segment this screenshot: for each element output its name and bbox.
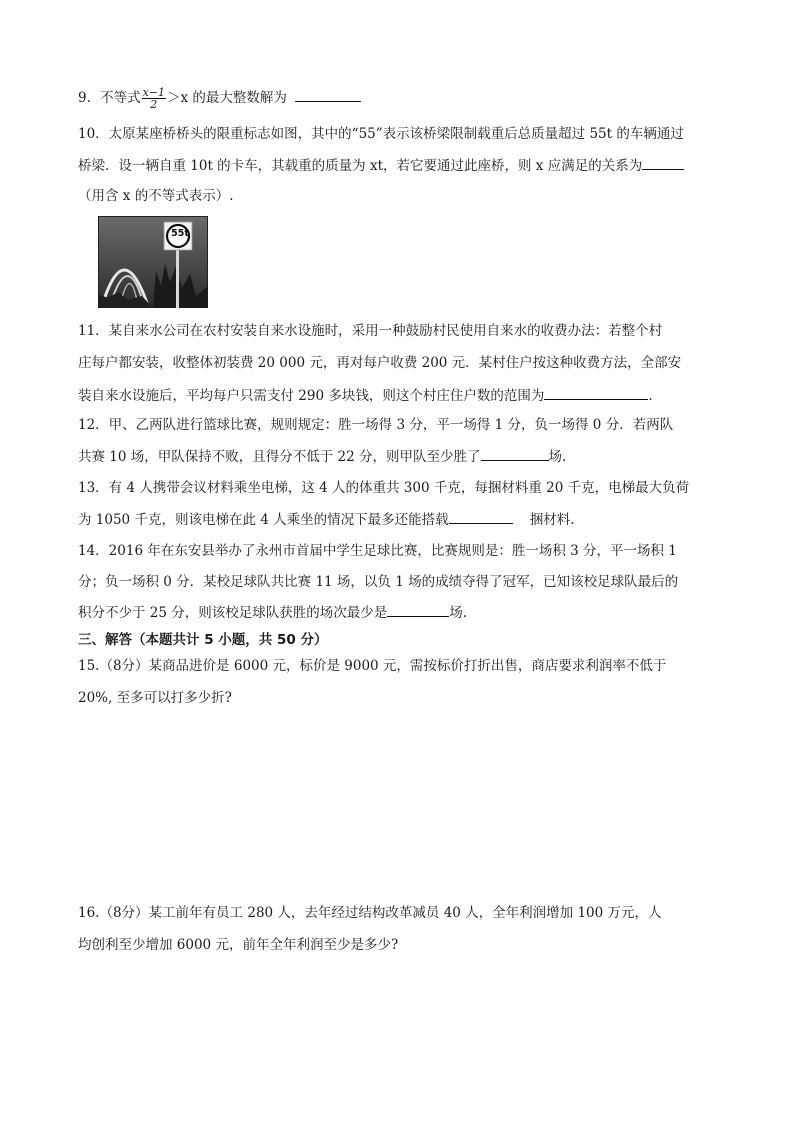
q13-line-2-text: 为 1050 千克，则该电梯在此 4 人乘坐的情况下最多还能搭载 <box>78 512 449 528</box>
q14-line-3-end: 场. <box>449 605 468 621</box>
sign-label: 55t <box>171 228 189 239</box>
q13-answer-blank[interactable] <box>449 509 513 524</box>
q9-answer-blank[interactable] <box>295 87 361 102</box>
q11-answer-blank[interactable] <box>544 385 648 400</box>
q12-line-2 <box>78 446 566 467</box>
q12-line-2-text: 共赛 10 场，甲队保持不败，且得分不低于 22 分，则甲队至少胜了 <box>78 449 481 465</box>
q11-line-3-end: . <box>648 388 653 404</box>
question-9 <box>78 87 361 110</box>
q9-prefix: 9．不等式 <box>78 90 141 106</box>
q14-answer-blank[interactable] <box>387 602 449 617</box>
section-3-heading: 三、解答（本题共计 5 小题，共 50 分） <box>78 632 328 648</box>
q15-line-2: 20%, 至多可以打多少折? <box>78 690 232 706</box>
q11-line-3 <box>78 385 653 406</box>
q10-line-2-text: 桥梁．设一辆自重 10t 的卡车，其载重的质量为 xt，若它要通过此座桥，则 x 应满足的关系为 <box>78 158 643 174</box>
q15-line-1: 15.（8分）某商品进价是 6000 元，标价是 9000 元，需按标价打折出售，商店要求利润率不低于 <box>78 658 667 674</box>
q9-fraction-denominator: 2 <box>150 98 158 111</box>
q14-line-3 <box>78 602 467 623</box>
q9-fraction <box>142 87 166 110</box>
q10-answer-blank[interactable] <box>642 155 684 170</box>
q11-line-1: 11．某自来水公司在农村安装自来水设施时，采用一种鼓励村民使用自来水的收费办法：若整个村 <box>78 323 663 339</box>
q13-line-2 <box>78 509 575 530</box>
q9-suffix: ＞x 的最大整数解为 <box>167 90 287 106</box>
q16-line-1: 16.（8分）某工前年有员工 280 人，去年经过结构改革减员 40 人，全年利润增加 100 万元，人 <box>78 905 662 921</box>
q13-line-2-end: 捆材料. <box>529 512 575 528</box>
q9-fraction-numerator: x−1 <box>142 86 166 99</box>
q13-line-1: 13．有 4 人携带会议材料乘坐电梯，这 4 人的体重共 300 千克，每捆材料重 20 千克，电梯最大负荷 <box>78 480 690 496</box>
q10-line-1: 10．太原某座桥桥头的限重标志如图，其中的“55”表示该桥梁限制载重后总质量超过 55t 的车辆通过 <box>78 126 684 142</box>
q11-line-2: 庄每户都安装，收整体初装费 20 000 元，再对每户收费 200 元．某村住户按这种收费方法，全部安 <box>78 355 682 371</box>
q12-line-2-end: 场. <box>548 449 567 465</box>
q16-line-2: 均创利至少增加 6000 元，前年全年利润至少是多少? <box>78 937 399 953</box>
q14-line-1: 14．2016 年在东安县举办了永州市首届中学生足球比赛，比赛规则是：胜一场积 3 分，平一场积 1 <box>78 543 677 559</box>
q10-line-3: （用含 x 的不等式表示）. <box>78 188 234 204</box>
q11-line-3-text: 装自来水设施后，平均每户只需支付 290 多块钱，则这个村庄住户数的范围为 <box>78 388 545 404</box>
q12-answer-blank[interactable] <box>481 446 549 461</box>
q16-answer-area[interactable] <box>78 965 718 1105</box>
q14-line-2: 分；负一场积 0 分．某校足球队共比赛 11 场，以负 1 场的成绩夺得了冠军，已知该校足球队最后的 <box>78 574 679 590</box>
q10-line-2 <box>78 155 684 176</box>
q12-line-1: 12．甲、乙两队进行篮球比赛，规则规定：胜一场得 3 分，平一场得 1 分，负一场得 0 分．若两队 <box>78 417 674 433</box>
q15-answer-area[interactable] <box>78 716 718 896</box>
q14-line-3-text: 积分不少于 25 分，则该校足球队获胜的场次最少是 <box>78 605 388 621</box>
